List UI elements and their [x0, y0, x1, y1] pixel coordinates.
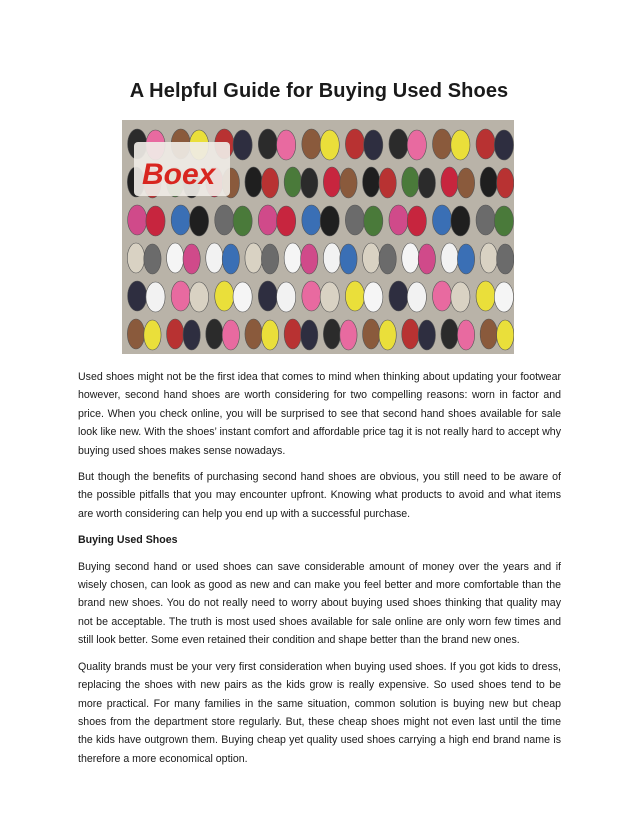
shoe-shape — [389, 281, 408, 311]
shoe-shape — [402, 243, 419, 273]
shoe-shape — [363, 167, 380, 197]
shoe-shape — [183, 320, 200, 350]
shoe-shape — [476, 129, 495, 159]
shoe-shape — [389, 205, 408, 235]
shoe-shape — [364, 130, 383, 160]
shoe-shape — [258, 281, 277, 311]
shoe-shape — [302, 281, 321, 311]
shoe-shape — [233, 206, 252, 236]
shoe-shape — [441, 243, 458, 273]
pitfalls-paragraph: But though the benefits of purchasing second hand shoes are obvious, you still need to be aware of the possible pitfalls that you may encounter upfront. Knowing what products to avoid and what items are worth considering can help you end up with a successful purchase. — [78, 471, 561, 520]
shoe-shape — [480, 243, 497, 273]
shoe-shape — [451, 130, 470, 160]
shoe-shape — [261, 168, 278, 198]
shoe-shape — [379, 244, 396, 274]
shoe-shape — [302, 205, 321, 235]
shoe-shape — [433, 281, 452, 311]
shoe-shape — [144, 320, 161, 350]
shoe-shape — [277, 206, 296, 236]
shoe-shape — [433, 205, 452, 235]
shoe-shape — [284, 243, 301, 273]
shoe-shape — [345, 205, 364, 235]
shoe-shape — [302, 129, 321, 159]
shoe-shape — [457, 320, 474, 350]
shoe-shape — [146, 206, 165, 236]
shoe-shape — [457, 168, 474, 198]
shoe-shape — [127, 319, 144, 349]
shoe-shape — [261, 320, 278, 350]
shoe-shape — [320, 206, 339, 236]
brands-paragraph: Quality brands must be your very first consideration when buying used shoes. If you got kids to dress, replacing the shoes with new pairs as the kids grow is really expensive. So used shoes tend to be more practical. For many families in the same situation, common solution is buying new but cheap shoes from the department store regularly. But, these cheap shoes might not even last until the time the kids have outgrown them. Buying cheap yet quality used shoes carrying a high end brand name is therefore a more economical option. — [78, 660, 561, 765]
shoe-shape — [206, 319, 223, 349]
shoe-shape — [363, 243, 380, 273]
shoe-shape — [418, 168, 435, 198]
shoe-shape — [323, 319, 340, 349]
section-heading: Buying Used Shoes — [78, 534, 178, 547]
shoe-shape — [433, 129, 452, 159]
shoe-shape — [215, 281, 234, 311]
shoe-shape — [340, 244, 357, 274]
shoe-shape — [222, 244, 239, 274]
shoe-shape — [258, 205, 277, 235]
shoe-shape — [407, 130, 426, 160]
shoe-shape — [258, 129, 277, 159]
shoe-shape — [402, 319, 419, 349]
shoe-shape — [277, 130, 296, 160]
shoe-shape — [323, 243, 340, 273]
shoe-shape — [233, 282, 252, 312]
shoe-shape — [167, 243, 184, 273]
shoe-shape — [402, 167, 419, 197]
shoe-shape — [277, 282, 296, 312]
shoe-shape — [320, 282, 339, 312]
shoe-shape — [451, 282, 470, 312]
shoe-shape — [171, 281, 190, 311]
savings-paragraph: Buying second hand or used shoes can save considerable amount of money over the years and if wisely chosen, can look as good as new and can make you feel better and more comfortable than the brand new shoes. You do not really need to worry about buying used shoes thinking that quality may not be acceptable. The truth is most used shoes available for sale online are only worn few times and still look better. Some even retained their condition and shape better than the brand new ones. — [78, 560, 561, 647]
shoe-shape — [497, 320, 514, 350]
shoe-shape — [418, 244, 435, 274]
shoes-illustration — [122, 120, 514, 354]
shoe-shape — [323, 167, 340, 197]
shoe-shape — [340, 320, 357, 350]
shoe-shape — [389, 129, 408, 159]
shoe-shape — [480, 319, 497, 349]
shoe-shape — [407, 206, 426, 236]
shoe-shape — [261, 244, 278, 274]
shoe-shape — [233, 130, 252, 160]
shoe-shape — [189, 206, 208, 236]
shoe-shape — [340, 168, 357, 198]
shoe-shape — [144, 244, 161, 274]
shoe-shape — [494, 130, 513, 160]
shoe-shape — [441, 167, 458, 197]
shoe-shape — [171, 205, 190, 235]
shoe-shape — [379, 168, 396, 198]
shoe-shape — [379, 320, 396, 350]
shoe-shape — [364, 206, 383, 236]
shoe-shape — [441, 319, 458, 349]
shoe-shape — [345, 129, 364, 159]
shoe-shape — [301, 168, 318, 198]
shoe-shape — [494, 282, 513, 312]
shoe-shape — [418, 320, 435, 350]
shoe-shape — [284, 319, 301, 349]
page-title: A Helpful Guide for Buying Used Shoes — [129, 80, 509, 102]
shoe-shape — [245, 243, 262, 273]
shoe-shape — [320, 130, 339, 160]
shoe-shape — [494, 206, 513, 236]
shoe-shape — [497, 168, 514, 198]
article-body — [78, 368, 561, 776]
shoes-photo — [122, 120, 514, 354]
shoe-shape — [127, 243, 144, 273]
shoe-shape — [301, 320, 318, 350]
shoe-shape — [301, 244, 318, 274]
shoe-shape — [245, 319, 262, 349]
shoe-shape — [364, 282, 383, 312]
shoe-shape — [476, 205, 495, 235]
shoe-shape — [245, 167, 262, 197]
shoe-shape — [215, 205, 234, 235]
shoe-shape — [128, 281, 147, 311]
shoe-shape — [451, 206, 470, 236]
shoe-shape — [183, 244, 200, 274]
shoe-shape — [284, 167, 301, 197]
shoe-shape — [497, 244, 514, 274]
shoe-shape — [480, 167, 497, 197]
shoe-shape — [345, 281, 364, 311]
shoe-shape — [457, 244, 474, 274]
shoe-shape — [407, 282, 426, 312]
shoe-shape — [222, 320, 239, 350]
shoe-shape — [167, 319, 184, 349]
shoe-shape — [189, 282, 208, 312]
boex-logo: Boex — [142, 158, 216, 191]
shoe-shape — [476, 281, 495, 311]
shoe-shape — [128, 205, 147, 235]
shoe-shape — [363, 319, 380, 349]
shoe-shape — [146, 282, 165, 312]
shoe-shape — [206, 243, 223, 273]
intro-paragraph: Used shoes might not be the first idea that comes to mind when thinking about updating your footwear however, second hand shoes are worth considering for two compelling reasons: worn in factor and price. When you check online, you will be surprised to see that second hand shoes available for sale look like new. With the shoes’ instant comfort and affordable price tag it is not really hard to accept why buying used shoes makes sense nowadays. — [78, 371, 561, 457]
